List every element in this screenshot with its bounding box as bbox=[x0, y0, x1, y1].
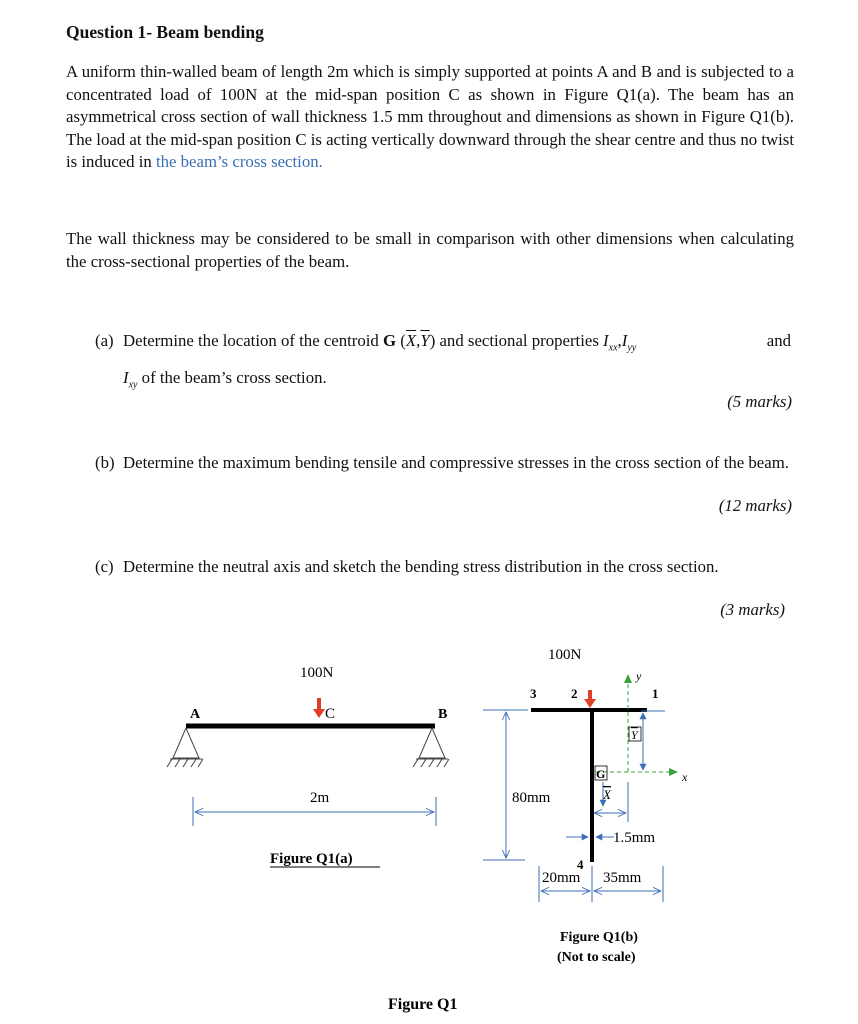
figure-q1b bbox=[483, 647, 688, 965]
node-2-label: 2 bbox=[571, 686, 578, 701]
node-3-label: 3 bbox=[530, 686, 537, 701]
ybar-symbol: $\overline{Y}$ bbox=[420, 331, 430, 350]
part-a-text: Determine the location of the centroid G $(\overline{X},\overline{Y})$ and sectional properties $I_{xx},I_{yy}$ and $I_{xy}$ of the beam’s cross section. bbox=[123, 331, 791, 391]
y-axis bbox=[624, 674, 632, 772]
point-c-label: C bbox=[325, 706, 336, 722]
right-width-label: 35mm bbox=[603, 870, 642, 886]
load-arrow-icon bbox=[313, 698, 325, 718]
fig-b-caption: Figure Q1(b) bbox=[560, 930, 638, 945]
ixy-symbol: $I_{xy}$ bbox=[123, 368, 138, 391]
part-c-marks: (3 marks) bbox=[720, 600, 785, 619]
x-axis bbox=[596, 768, 678, 776]
point-b-label: B bbox=[438, 707, 448, 722]
iyy-symbol: $I_{yy}$ bbox=[621, 331, 637, 354]
part-b-marks: (12 marks) bbox=[718, 496, 792, 515]
xbar-dimension bbox=[594, 782, 628, 822]
fig-a-caption: Figure Q1(a) bbox=[270, 851, 353, 867]
figure-caption: Figure Q1 bbox=[388, 996, 458, 1013]
xbar-symbol: $\overline{X}$ bbox=[405, 331, 417, 350]
part-b-text: Determine the maximum bending tensile and compressive stresses in the cross section of the beam. bbox=[123, 453, 789, 472]
node-4-label: 4 bbox=[577, 857, 584, 872]
figure-q1a bbox=[167, 665, 449, 867]
part-c-text: Determine the neutral axis and sketch the bending stress distribution in the cross section. bbox=[123, 557, 719, 576]
intro-text-highlight: the beam’s cross section. bbox=[155, 152, 323, 171]
part-b-label: (b) bbox=[95, 453, 115, 472]
support-a-icon bbox=[167, 728, 203, 767]
assumption-paragraph: The wall thickness may be considered to be small in comparison with other dimensions when calculating the cross-sectional properties of the beam. bbox=[66, 229, 794, 271]
part-a-text-2: and sectional properties bbox=[439, 331, 604, 350]
centroid-label: G bbox=[596, 767, 606, 781]
part-a-label: (a) bbox=[95, 331, 114, 350]
height-dimension bbox=[483, 710, 528, 860]
question-title: Question 1- Beam bending bbox=[66, 22, 264, 42]
part-c-label: (c) bbox=[95, 557, 114, 576]
node-1-label: 1 bbox=[652, 686, 659, 701]
fig-a-load-label: 100N bbox=[300, 665, 334, 681]
shear-load-arrow-icon bbox=[584, 690, 596, 708]
part-a-and: and bbox=[766, 331, 791, 350]
span-label: 2m bbox=[310, 790, 330, 806]
part-a-marks: (5 marks) bbox=[727, 392, 792, 411]
part-a-text-1: Determine the location of the centroid bbox=[123, 331, 384, 350]
xbar-label: X bbox=[603, 787, 611, 802]
support-b-icon bbox=[413, 728, 449, 767]
ybar-dimension bbox=[641, 711, 665, 770]
centroid-g: G bbox=[383, 331, 397, 350]
fig-b-note: (Not to scale) bbox=[557, 950, 636, 965]
left-width-label: 20mm bbox=[542, 870, 581, 886]
point-a-label: A bbox=[190, 707, 201, 722]
y-axis-label: y bbox=[636, 669, 642, 683]
ixx-symbol: $I_{xx}$ bbox=[603, 331, 618, 354]
height-label: 80mm bbox=[512, 790, 551, 806]
intro-text: A uniform thin-walled beam of length 2m which is simply supported at points A and B and is subjected to a concentrated load of 100N at the mid-span position C as shown in Figure Q1(a). The beam has an asymmetrical cross section of wall thickness 1.5 mm throughout and dimensions as shown in Figure Q1(b). The load at the mid-span position C is acting vertically downward through the shear centre and thus no twist is induced in bbox=[66, 62, 794, 171]
part-a-text-3: of the beam’s cross section. bbox=[137, 368, 327, 388]
x-axis-label: x bbox=[682, 770, 688, 784]
fig-b-load-label: 100N bbox=[548, 647, 582, 663]
ybar-label: Y bbox=[631, 728, 638, 742]
thickness-label: 1.5mm bbox=[613, 830, 656, 846]
